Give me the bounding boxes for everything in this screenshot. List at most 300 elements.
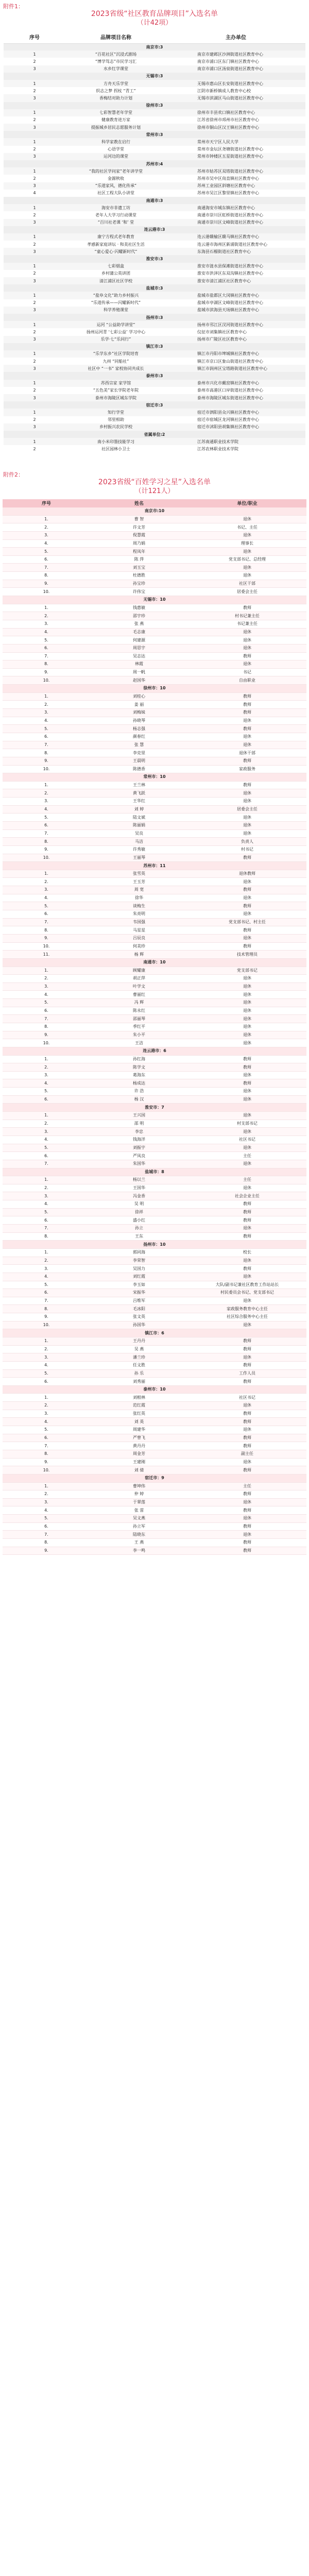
- table1-cell-index: 2: [33, 329, 36, 334]
- table2-row: [3, 531, 306, 539]
- table2-cell-unit: 退休: [188, 531, 306, 539]
- table1-cell-project: 清江浦区社区学校: [65, 277, 166, 284]
- table2-cell-unit: 退休: [188, 789, 306, 798]
- table2-cell-index: 5.: [3, 814, 90, 822]
- table2-cell-unit: 退休: [188, 1321, 306, 1329]
- table2-cell-index: 5.: [3, 1088, 90, 1096]
- table2-header-index: 序号: [3, 499, 90, 507]
- table2-cell-name: 周金芳: [90, 1450, 188, 1458]
- table2-row: [3, 1547, 306, 1555]
- table2-cell-unit: 村书记兼主任: [188, 612, 306, 620]
- table2-cell-unit: 退休: [188, 999, 306, 1007]
- table2-cell-unit: 退休: [188, 741, 306, 749]
- table2-cell-index: 5.: [3, 1208, 90, 1216]
- table2-row: [3, 1071, 306, 1079]
- table1-row: [4, 124, 305, 131]
- table1-cell-organizer: 苏州工业园区斜塘社区教育中心: [166, 182, 305, 190]
- table2-cell-index: 10.: [3, 1466, 90, 1475]
- table2-cell-index: 7.: [3, 564, 90, 572]
- table1-cell-project: 提振城乡居民志愿服务计划: [65, 124, 166, 131]
- table1-cell-index: 2: [33, 388, 36, 393]
- table2-cell-index: 5.: [3, 725, 90, 733]
- table1-row: [4, 423, 305, 431]
- table1-cell-index: 1: [4, 438, 65, 445]
- table2-cell-name: 张雪英: [90, 870, 188, 878]
- table2-cell-index: 7.: [3, 652, 90, 660]
- table2-cell-unit: 退休: [188, 934, 306, 942]
- table2-cell-name: 张文英: [90, 1313, 188, 1321]
- table1-group-row: [4, 102, 305, 109]
- table2-cell-name: 冯 辉: [90, 999, 188, 1007]
- table2-cell-index: 9.: [3, 1458, 90, 1466]
- table2-cell-name: 陆晓东: [90, 1531, 188, 1539]
- table2-row: [3, 1458, 306, 1466]
- table2-cell-unit: 退休: [188, 1297, 306, 1305]
- table2-cell-name: 李玉如: [90, 1281, 188, 1289]
- table2-row: [3, 1184, 306, 1192]
- table2-row: [3, 1225, 306, 1233]
- table2-cell-index: 9.: [3, 934, 90, 942]
- table2-cell-name: 杨 辉: [90, 951, 188, 959]
- table2-cell-unit: 退休: [188, 1531, 306, 1539]
- table2-cell-unit: 副主任: [188, 1450, 306, 1458]
- table2-cell-index: 1.: [3, 967, 90, 975]
- table2-cell-name: 朱国华: [90, 1160, 188, 1168]
- table2-row: [3, 991, 306, 999]
- table2-row: [3, 588, 306, 596]
- table2-cell-index: 7.: [3, 1297, 90, 1305]
- table1-group-name: 南京市:3: [4, 43, 305, 50]
- table2-cell-name: 仲 婷: [90, 1490, 188, 1499]
- table2-cell-name: 于翠莲: [90, 1498, 188, 1506]
- table2-cell-name: 邵丽琴: [90, 1015, 188, 1023]
- table2-cell-name: 周 宽: [90, 886, 188, 894]
- table2-header-row: [3, 499, 306, 507]
- table2-cell-index: 10.: [3, 765, 90, 773]
- table2-cell-index: 4.: [3, 991, 90, 999]
- table2-row: [3, 644, 306, 652]
- table1-cell-index: 2: [33, 59, 36, 64]
- table2-row: [3, 829, 306, 838]
- table2-row: [3, 749, 306, 757]
- table1-cell-organizer: 苏州市吴中区甪直镇社区教育中心: [197, 176, 259, 181]
- table1-title: 2023省级“社区教育品牌项目”入选名单: [91, 10, 218, 18]
- table2-cell-unit: 退休: [188, 636, 306, 645]
- table2-cell-index: 4.: [3, 1136, 90, 1144]
- table1-row: [4, 241, 305, 248]
- table1-body: [4, 43, 305, 453]
- table2-row: [3, 789, 306, 798]
- table2-cell-unit: 退休: [188, 1257, 306, 1265]
- table2-cell-name: 宋振华: [90, 1289, 188, 1297]
- table2-cell-unit: 教师: [188, 1539, 306, 1547]
- table2-cell-name: 刘玉宝: [90, 564, 188, 572]
- table2-row: [3, 1088, 306, 1096]
- table2-header-unit: 单位/职业: [188, 499, 306, 507]
- table2-cell-index: 8.: [3, 660, 90, 669]
- table1-cell-index: 2: [33, 147, 36, 152]
- table2-row: [3, 1015, 306, 1023]
- table2-cell-index: 1.: [3, 1055, 90, 1063]
- table1-cell-index: 3: [4, 394, 65, 401]
- table2-group-name: 南通市：10: [3, 958, 306, 967]
- table1-group-row: [4, 314, 305, 321]
- table2-cell-unit: 退休: [188, 982, 306, 991]
- table2-cell-name: 王东: [90, 1232, 188, 1241]
- table2-cell-unit: 书记兼主任: [188, 620, 306, 628]
- table2-row: [3, 1095, 306, 1104]
- table2-row: [3, 886, 306, 894]
- table1-cell-organizer: 扬州市邗江区汊河街道社区教育中心: [166, 321, 305, 328]
- table2-cell-unit: 退休: [188, 894, 306, 902]
- table2-row: [3, 854, 306, 862]
- table1-row: [4, 94, 305, 101]
- table2-cell-index: 2.: [3, 1345, 90, 1353]
- table2-cell-unit: 退休干部: [188, 749, 306, 757]
- table2-cell-name: 许 浩: [90, 1088, 188, 1096]
- table2-row: [3, 1498, 306, 1506]
- table2-cell-index: 5.: [3, 548, 90, 556]
- table1-cell-organizer: 无锡市滨湖区马山街道社区教育中心: [166, 94, 305, 101]
- learning-star-table-wrap: [3, 499, 306, 1555]
- table2-row: [3, 838, 306, 846]
- table2-cell-name: 周建华: [90, 1426, 188, 1434]
- table1-cell-organizer: 盐城市盐都区大冈镇社区教育中心: [166, 292, 305, 299]
- table2-cell-index: 4.: [3, 717, 90, 725]
- table1-cell-project: 九州 “同船社”: [102, 359, 129, 364]
- table1-cell-project: “乐学东乡”社区学院培育: [65, 350, 166, 358]
- table1-group-row: [4, 43, 305, 50]
- table1-group-row: [4, 255, 305, 262]
- table1-row: [4, 416, 305, 423]
- table2-cell-index: 3.: [3, 709, 90, 717]
- table2-row: [3, 692, 306, 701]
- table2-cell-index: 2.: [3, 1120, 90, 1128]
- table2-cell-name: 陈学文: [90, 1063, 188, 1072]
- table2-cell-index: 6.: [3, 555, 90, 564]
- table2-cell-index: 7.: [3, 1160, 90, 1168]
- table2-cell-index: 3.: [3, 1071, 90, 1079]
- table2-row: [3, 878, 306, 886]
- table1-group-row: [4, 284, 305, 292]
- table1-row: [4, 190, 305, 197]
- table1-cell-project: 运河 “公益助学讲堂”: [65, 321, 166, 328]
- table2-row: [3, 548, 306, 556]
- table1-cell-index: 2: [33, 88, 36, 93]
- table1-cell-index: 3: [4, 248, 65, 255]
- table2-cell-name: 孙立: [90, 1225, 188, 1233]
- table2-cell-name: 邵 明: [90, 1120, 188, 1128]
- table2-cell-unit: 教师: [188, 701, 306, 709]
- table1-row: [4, 336, 305, 343]
- table2-cell-unit: 校长: [188, 1248, 306, 1257]
- table2-cell-index: 7.: [3, 1442, 90, 1450]
- table1-cell-index: 1: [4, 350, 65, 358]
- table2-cell-unit: 家政服务: [188, 765, 306, 773]
- table1-header-index: 序号: [4, 31, 65, 43]
- table1-cell-organizer: 泰州市兴化市戴窑镇社区教育中心: [166, 380, 305, 387]
- table1-cell-index: 3: [4, 365, 65, 372]
- table1-row: [4, 146, 305, 153]
- table1-cell-index: 3: [4, 153, 65, 160]
- table2-group-name: 淮安市：7: [3, 1104, 306, 1112]
- table1-cell-index: 1: [4, 321, 65, 328]
- table1-group-name: 连云港市:3: [4, 226, 305, 233]
- table1-cell-organizer: 镇江市京口区象山街道社区教育中心: [197, 359, 263, 364]
- table2-row: [3, 1522, 306, 1531]
- table2-cell-name: 李忠: [90, 1128, 188, 1136]
- table1-cell-index: 2: [33, 300, 36, 306]
- table2-cell-name: 严曾飞: [90, 1434, 188, 1442]
- table2-cell-unit: 退休: [188, 1353, 306, 1362]
- table1-group-row: [4, 226, 305, 233]
- table1-cell-index: 3: [4, 336, 65, 343]
- table1-row: [4, 438, 305, 445]
- table2-cell-index: 1.: [3, 1337, 90, 1345]
- table1-row: [4, 321, 305, 328]
- table2-cell-name: 毛冰阳: [90, 1305, 188, 1313]
- table2-cell-name: 钱海洋: [90, 1136, 188, 1144]
- table2-cell-index: 5.: [3, 902, 90, 910]
- table2-cell-unit: 理事长: [188, 539, 306, 548]
- table1-row: [4, 358, 305, 365]
- table2-row: [3, 765, 306, 773]
- table1-cell-organizer: 镇江市润州区宝塔路街道社区教育中心: [166, 365, 305, 372]
- table2-cell-index: 1.: [3, 1394, 90, 1402]
- table1-cell-index: 1: [4, 50, 65, 58]
- table2-row: [3, 1450, 306, 1458]
- table2-group-name: 连云港市：6: [3, 1047, 306, 1055]
- table2-cell-name: 何建源: [90, 636, 188, 645]
- table2-cell-unit: 退休: [188, 975, 306, 983]
- table1-cell-project: 老年人大学习行动课堂: [95, 212, 136, 217]
- table2-cell-name: 张红英: [90, 1410, 188, 1418]
- table2-cell-name: 徐华: [90, 894, 188, 902]
- table2-cell-name: 杨志强: [90, 725, 188, 733]
- table2-row: [3, 1007, 306, 1015]
- table2-group-name: 无锡市：10: [3, 596, 306, 604]
- table1-group-name: 镇江市:3: [4, 343, 305, 350]
- table1-cell-project: 心语学堂: [108, 147, 124, 152]
- table2-cell-name: 赵国华: [90, 676, 188, 685]
- table2-group-row: [3, 1474, 306, 1482]
- table2-cell-index: 3.: [3, 1353, 90, 1362]
- table2-row: [3, 1079, 306, 1088]
- table2-cell-unit: 大队/副书记兼社区教育工作站站长: [188, 1281, 306, 1289]
- table2-cell-unit: 负责人: [188, 838, 306, 846]
- table2-row: [3, 1506, 306, 1515]
- table1-cell-organizer: 南京市浦口区东门镇社区教育中心: [197, 59, 259, 64]
- table2-cell-name: 任文胜: [90, 1361, 188, 1369]
- table2-cell-name: 张 燕: [90, 620, 188, 628]
- table2-cell-name: 葛海东: [90, 1071, 188, 1079]
- table1-header-row: [4, 31, 305, 43]
- table2-cell-index: 5.: [3, 1426, 90, 1434]
- table2-cell-unit: 退休: [188, 1160, 306, 1168]
- table2-cell-unit: 教师: [188, 1055, 306, 1063]
- table1-cell-project: 康宁方程式老年教育: [65, 233, 166, 241]
- table2-cell-index: 6.: [3, 821, 90, 829]
- table2-cell-name: 王建刚: [90, 1458, 188, 1466]
- table2-cell-name: 颜春红: [90, 733, 188, 741]
- table1-row: [4, 248, 305, 255]
- table1-cell-organizer: 苏州市吴江区黎里镇社区教育中心: [197, 191, 259, 196]
- table1-cell-organizer: 镇江市丹阳市埤城镇社区教育中心: [166, 350, 305, 358]
- table2-cell-unit: 退休: [188, 1095, 306, 1104]
- table2-cell-name: 钱惠敏: [90, 604, 188, 612]
- table1-cell-index: 1: [4, 380, 65, 387]
- table2-row: [3, 910, 306, 919]
- table2-cell-index: 5.: [3, 1281, 90, 1289]
- table2-cell-name: 严凤良: [90, 1152, 188, 1160]
- table1-subtitle: （计42项）: [136, 19, 173, 27]
- table2-cell-name: 何美珍: [90, 942, 188, 951]
- table2-cell-name: 孙 乐: [90, 1369, 188, 1378]
- table2-cell-name: 杨以兰: [90, 1176, 188, 1184]
- table2-group-row: [3, 773, 306, 782]
- table2-cell-unit: 退休: [188, 1498, 306, 1506]
- table2-cell-name: 王丽琴: [90, 854, 188, 862]
- table2-row: [3, 845, 306, 854]
- table2-cell-index: 1.: [3, 604, 90, 612]
- table1-cell-organizer: 连云港市海州区新浦街道社区教育中心: [197, 242, 267, 247]
- table2-group-row: [3, 596, 306, 604]
- table2-cell-unit: 教师: [188, 1063, 306, 1072]
- table2-cell-index: 3.: [3, 531, 90, 539]
- table2-cell-index: 2.: [3, 1063, 90, 1072]
- table2-row: [3, 1410, 306, 1418]
- table2-cell-name: 周一帆: [90, 668, 188, 676]
- table2-cell-unit: 退休: [188, 1273, 306, 1281]
- table2-cell-unit: 教师: [188, 886, 306, 894]
- table2-row: [3, 717, 306, 725]
- table2-cell-unit: 退休: [188, 798, 306, 806]
- table2-cell-unit: 退休: [188, 1458, 306, 1466]
- table2-cell-unit: 主任: [188, 1176, 306, 1184]
- table2-cell-unit: 退休: [188, 660, 306, 669]
- table2-title: 2023省级“百姓学习之星”入选名单: [98, 478, 211, 486]
- table1-cell-project: 乡村振兴农民学校: [65, 423, 166, 431]
- table2-cell-name: 曹 智: [90, 515, 188, 523]
- table2-cell-name: 徐祥: [90, 1208, 188, 1216]
- table2-cell-unit: 退休: [188, 628, 306, 636]
- table2-cell-index: 6.: [3, 1095, 90, 1104]
- table2-cell-index: 5.: [3, 636, 90, 645]
- table1-cell-project: 孝感新家庭讲坛 · 和美社区生活: [87, 242, 145, 247]
- table2-group-row: [3, 1241, 306, 1249]
- table2-cell-unit: 教师: [188, 1410, 306, 1418]
- table1-cell-project: 七彩烟盒: [65, 263, 166, 270]
- table2-cell-name: 王 燕: [90, 1539, 188, 1547]
- table2-cell-unit: 教师: [188, 1490, 306, 1499]
- table2-cell-unit: 教师: [188, 652, 306, 660]
- table2-cell-unit: 党支部书记: [188, 967, 306, 975]
- table2-cell-unit: 社区书记: [188, 1394, 306, 1402]
- table1-cell-organizer: 常州市金坛区尧塘街道社区教育中心: [197, 147, 263, 152]
- table2-cell-unit: 教师: [188, 692, 306, 701]
- table2-row: [3, 798, 306, 806]
- table1-cell-organizer: 仪征市刘集镇社区教育中心: [197, 329, 247, 334]
- table2-row: [3, 1192, 306, 1200]
- table1-cell-project: 七彩智慧老年学堂: [65, 109, 166, 116]
- table2-cell-index: 6.: [3, 733, 90, 741]
- table1-group-name: 扬州市:3: [4, 314, 305, 321]
- table2-header-name: 姓名: [90, 499, 188, 507]
- table1-cell-organizer: 江苏省徐州市邳州市社区教育中心: [197, 117, 259, 123]
- table2-cell-index: 9.: [3, 580, 90, 588]
- table1-group-name: 省属单位:2: [4, 431, 305, 438]
- table2-cell-name: 王玉芳: [90, 878, 188, 886]
- table2-cell-index: 1.: [3, 1112, 90, 1120]
- table2-cell-index: 3.: [3, 1410, 90, 1418]
- table2-cell-index: 6.: [3, 1152, 90, 1160]
- table2-cell-unit: 书记、主任: [188, 523, 306, 532]
- table1-group-row: [4, 160, 305, 167]
- table2-cell-index: 4.: [3, 1273, 90, 1281]
- table1-group-name: 常州市:3: [4, 131, 305, 138]
- table1-group-row: [4, 343, 305, 350]
- table2-cell-unit: 退休: [188, 1039, 306, 1047]
- table1-cell-organizer: 东海县石榴街道社区教育中心: [166, 248, 305, 255]
- table2-cell-unit: 退休: [188, 1184, 306, 1192]
- section-divider: [0, 453, 309, 468]
- table2-cell-name: 朱小平: [90, 1031, 188, 1039]
- table2-cell-name: 胡正萍: [90, 975, 188, 983]
- table1-cell-organizer: 淮安市洪泽区东双沟镇社区教育中心: [197, 271, 263, 276]
- table2-group-row: [3, 1385, 306, 1394]
- table2-cell-index: 5.: [3, 1144, 90, 1152]
- table2-cell-index: 4.: [3, 628, 90, 636]
- table1-group-name: 徐州市:3: [4, 102, 305, 109]
- table2-cell-unit: 社区干部: [188, 580, 306, 588]
- table2-cell-index: 6.: [3, 1522, 90, 1531]
- table2-row: [3, 1232, 306, 1241]
- table2-cell-index: 5.: [3, 999, 90, 1007]
- table2-cell-name: 郭同海: [90, 1248, 188, 1257]
- table2-row: [3, 1257, 306, 1265]
- table2-cell-unit: 党支部书记、村主任: [188, 918, 306, 926]
- table1-cell-index: 1: [4, 109, 65, 116]
- table2-cell-index: 5.: [3, 1515, 90, 1523]
- table2-cell-unit: 退休: [188, 515, 306, 523]
- table1-cell-index: 2: [33, 359, 36, 364]
- table2-row: [3, 564, 306, 572]
- table2-group-name: 苏州市：11: [3, 862, 306, 870]
- table2-cell-index: 7.: [3, 829, 90, 838]
- table2-cell-name: 顾耀康: [90, 967, 188, 975]
- table2-group-row: [3, 685, 306, 693]
- table2-cell-unit: 退休: [188, 733, 306, 741]
- table2-cell-name: 冯金香: [90, 1192, 188, 1200]
- table1-cell-project: 水乡红学课堂: [65, 65, 166, 73]
- table2-cell-unit: 教师: [188, 1337, 306, 1345]
- table1-cell-index: 3: [4, 277, 65, 284]
- table2-group-name: 南京市:10: [3, 507, 306, 516]
- table2-cell-name: 周乃娟: [90, 539, 188, 548]
- table1-cell-project: 苏西宗家 家学馆: [65, 380, 166, 387]
- table2-cell-unit: 教师: [188, 1418, 306, 1426]
- table2-cell-unit: 教师: [188, 1079, 306, 1088]
- table2-cell-unit: 退休: [188, 717, 306, 725]
- table2-cell-index: 4.: [3, 1506, 90, 1515]
- table1-cell-project: “乐道传承——闪耀新时代”: [91, 300, 141, 306]
- table2-row: [3, 1289, 306, 1297]
- table2-cell-unit: 退休: [188, 1402, 306, 1410]
- table2-row: [3, 660, 306, 669]
- table2-row: [3, 1426, 306, 1434]
- table2-cell-name: 黄飞跃: [90, 789, 188, 798]
- table2-row: [3, 652, 306, 660]
